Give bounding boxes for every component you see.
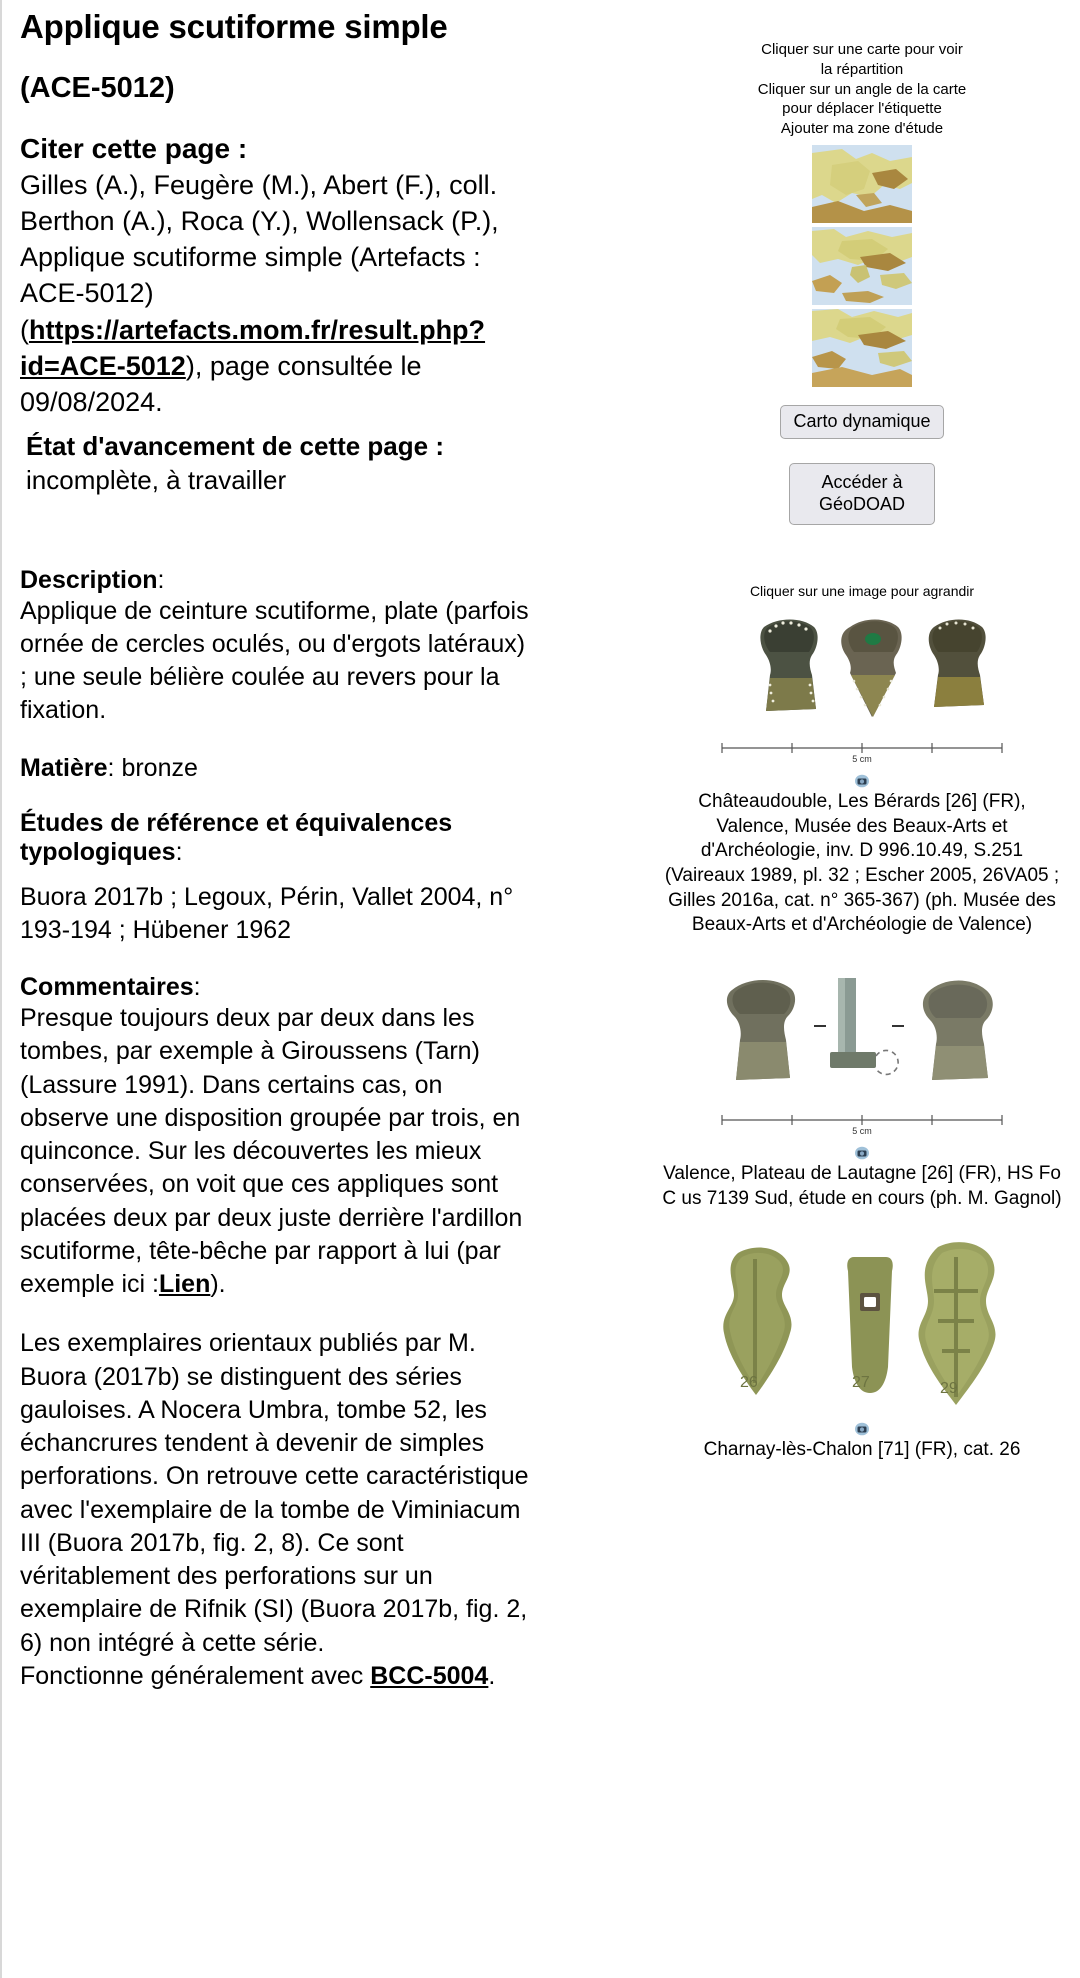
image-hint-text: Cliquer sur une image pour agrandir xyxy=(749,582,975,599)
figure-2-caption: Valence, Plateau de Lautagne [26] (FR), HS Fo C us 7139 Sud, étude en cours (ph. M. Gagnol) xyxy=(662,1162,1062,1209)
bcc-5004-link[interactable]: BCC-5004 xyxy=(370,1661,489,1690)
figure-3 xyxy=(642,1237,1080,1463)
map-europe-thumbnail[interactable] xyxy=(812,227,912,305)
map-mediterranean-thumbnail[interactable] xyxy=(812,309,912,387)
matiere-label: Matière xyxy=(20,753,108,782)
description-heading xyxy=(20,566,538,595)
main-content-column xyxy=(20,0,538,1693)
matiere-heading xyxy=(20,754,538,783)
matiere-value: bronze xyxy=(121,753,198,782)
figure-3-object-26-number: 26 xyxy=(740,1374,758,1392)
description-text: Applique de ceinture scutiforme, plate (parfois ornée de cercles oculés, ou d'ergots latéraux) ; une seule bélière coulée au revers pour la fixation. xyxy=(20,596,529,725)
map-hint-text xyxy=(642,40,1080,139)
status-label: État d'avancement de cette page : xyxy=(26,431,444,462)
figure-2-scale-bar xyxy=(712,1110,1012,1136)
page-title: Applique scutiforme simple xyxy=(20,8,448,45)
map-hint-line-3: pour déplacer l'étiquette xyxy=(782,100,942,118)
figure-3-object-29-number: 29 xyxy=(940,1380,958,1398)
map-hint-line-2: Cliquer sur un angle de la carte xyxy=(757,80,967,98)
figure-2 xyxy=(642,960,1080,1211)
sidebar-column xyxy=(642,0,1080,1463)
figure-2-scale-label: 5 cm xyxy=(852,1125,872,1136)
figure-3-photo[interactable] xyxy=(712,1237,1012,1412)
figure-2-photo[interactable] xyxy=(712,960,1012,1100)
figure-1-caption: Châteaudouble, Les Bérards [26] (FR), Valence, Musée des Beaux-Arts et d'Archéologie, inv. D 996.10.49, S.251 (Vaireaux 1989, pl. 32 ; Escher 2005, 26VA05 ; Gilles 2016a, cat. n° 365-367) (ph. Musée des Beaux-Arts et d'Archéologie de Valence) xyxy=(664,790,1060,936)
commentaires-p3-tail: . xyxy=(488,1661,496,1690)
etudes-colon: : xyxy=(175,837,183,866)
map-hint-line-1: la répartition xyxy=(820,60,904,78)
description-label: Description xyxy=(20,565,158,594)
page-code: (ACE-5012) xyxy=(20,71,175,104)
etudes-label: Études de référence et équivalences typologiques xyxy=(20,808,453,866)
map-hint-line-0: Cliquer sur une carte pour voir xyxy=(761,41,963,58)
figure-3-object-27-number: 27 xyxy=(852,1374,870,1392)
etudes-heading xyxy=(20,809,538,867)
figure-3-caption: Charnay-lès-Chalon [71] (FR), cat. 26 xyxy=(703,1439,1021,1461)
acceder-geodoad-button[interactable]: Accéder à GéoDOAD xyxy=(789,463,935,525)
matiere-colon: : xyxy=(107,753,122,782)
status-value: incomplète, à travailler xyxy=(26,464,287,495)
figure-1 xyxy=(642,613,1080,938)
citation-consulted-date: page consultée le 09/08/2024. xyxy=(20,350,422,417)
figure-1-photo[interactable] xyxy=(712,613,1012,728)
commentaires-paragraph-2: Les exemplaires orientaux publiés par M. Buora (2017b) se distinguent des séries gauloises. A Nocera Umbra, tombe 52, les échancrures tendent à devenir de simples perforations. On retrouve cette caractéristique avec l'exemplaire de la tombe de Viminiacum III (Buora 2017b, fig. 2, 8). Ce sont véritablement des perforations sur un exemplaire de Rifnik (SI) (Buora 2017b, fig. 2, 6) non intégré à cette série. xyxy=(20,1329,529,1657)
citation-heading: Citer cette page : xyxy=(20,132,248,164)
description-colon: : xyxy=(157,565,165,594)
carto-dynamique-button[interactable]: Carto dynamique xyxy=(780,405,943,439)
commentaires-paragraph-1 xyxy=(20,1002,538,1301)
commentaires-label: Commentaires xyxy=(20,973,194,1002)
citation-body xyxy=(20,167,538,420)
figure-1-scale-bar xyxy=(712,738,1012,764)
figure-1-scale-label: 5 cm xyxy=(852,753,872,764)
commentaires-p3-text: Fonctionne généralement avec xyxy=(20,1661,371,1690)
camera-icon xyxy=(854,1146,870,1160)
citation-authors: Gilles (A.), Feugère (M.), Abert (F.), coll. Berthon (A.), Roca (Y.), Wollensack (P.), Applique scutiforme simple (Artefacts : ACE-5012) xyxy=(20,169,499,309)
citation-url-link[interactable]: https://artefacts.mom.fr/result.php?id=ACE-5012 xyxy=(20,314,486,381)
commentaires-p1-text: Presque toujours deux par deux dans les tombes, par exemple à Giroussens (Tarn) (Lassure 1991). Dans certains cas, on observe une disposition groupée par trois, en quinconce. Sur les découvertes les mieux conservées, on voit que ces appliques sont placées deux par deux juste derrière l'ardillon scutiforme, tête-bêche par rapport à lui (par exemple ici : xyxy=(20,1004,523,1299)
camera-icon xyxy=(854,1422,870,1436)
map-thumbnail-stack xyxy=(642,145,1080,387)
commentaires-p1-tail: ). xyxy=(210,1270,226,1299)
camera-icon xyxy=(854,774,870,788)
status-block xyxy=(26,430,538,498)
map-hint-line-4: Ajouter ma zone d'étude xyxy=(780,120,944,138)
citation-open-paren: ( xyxy=(20,314,29,345)
commentaires-heading xyxy=(20,973,538,1002)
citation-close-paren: ), xyxy=(185,350,203,381)
lien-link[interactable]: Lien xyxy=(158,1270,211,1299)
commentaires-colon: : xyxy=(193,973,201,1002)
commentaires-paragraph-3 xyxy=(20,1660,538,1693)
map-france-thumbnail[interactable] xyxy=(812,145,912,223)
etudes-text: Buora 2017b ; Legoux, Périn, Vallet 2004, n° 193-194 ; Hübener 1962 xyxy=(20,882,514,944)
